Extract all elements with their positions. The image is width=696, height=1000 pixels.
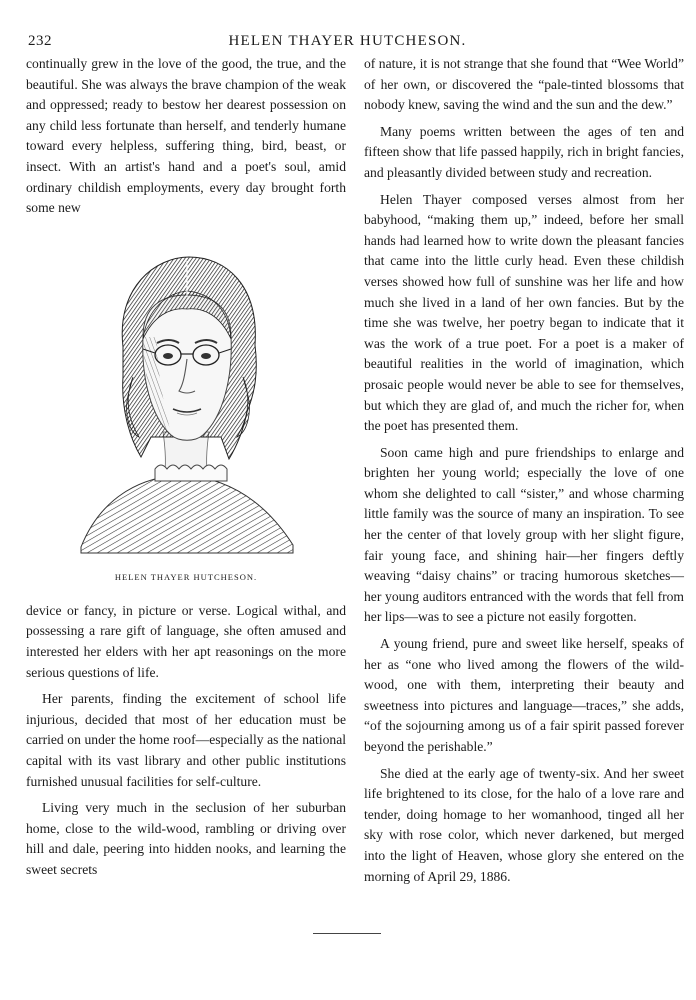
paragraph: A young friend, pure and sweet like herself, speaks of her as “one who lived among the flowers of the wild-wood, one with them, interpreting their beauty and sweetness into pictures and language—traces,” she adds, “of the sojourning among us of a fair spirit passed forever beyond the perishable.” bbox=[364, 636, 684, 754]
portrait-engraving bbox=[71, 227, 301, 565]
running-title: HELEN THAYER HUTCHESON. bbox=[228, 33, 467, 49]
paragraph: continually grew in the love of the good, the true, and the beautiful. She was always the brave champion of the weak and oppressed; ready to bestow her dearest possession on any child less fortunate than herself, and tenderly humane toward every helpless, suffering thing, bird, beast, or insect. With an artist's hand and a poet's soul, amid ordinary childish employments, every day brought forth some new bbox=[26, 56, 346, 216]
paragraph: of nature, it is not strange that she found that “Wee World” of her own, or discovered the “pale-tinted blossoms that nobody knew, saving the wind and the sun and the dew.” bbox=[364, 56, 684, 113]
paragraph: Helen Thayer composed verses almost from her babyhood, “making them up,” indeed, before her small hands had learned how to write down the pleasant fancies that came into the little curly head. Even these childish verses showed how full of sunshine was her life and how much she lived in a land of her own fancies. But by the time she was twelve, her poetry began to indicate that it was the work of a true poet. For a poet is a maker of beautiful realities in the world of imagination, which prosaic people would never be able to see for themselves, but which they are glad of, and much the richer for, when the poet has presented them. bbox=[364, 191, 684, 434]
paragraph: Living very much in the seclusion of her suburban home, close to the wild-wood, rambling or driving over hill and dale, peering into hidden nooks, and learning the sweet secrets bbox=[26, 800, 346, 877]
figure-caption: HELEN THAYER HUTCHESON. bbox=[114, 571, 258, 582]
portrait-figure bbox=[26, 227, 346, 595]
paragraph: She died at the early age of twenty-six. And her sweet life brightened to its close, for the halo of a love rare and tender, doing homage to her womanhood, tinged all her sky with rose color, which never darkened, but merged into the light of Heaven, whose glory she entered on the morning of April 29, 1886. bbox=[364, 765, 684, 884]
end-rule bbox=[313, 933, 381, 934]
left-column bbox=[26, 54, 346, 880]
page-header bbox=[27, 29, 668, 53]
paragraph: Soon came high and pure friendships to enlarge and brighten her young world; especially the love of one whom she delighted to call “sister,” and whose charming little family was the source of many an inspiration. To see her the center of that lovely group with her slight figure, fair young face, and shining hair—her fingers deftly weaving “daisy chains” or tracing humorous sketches—her young auditors entranced with the words that fell from her lips—was to see a picture not easily forgotten. bbox=[364, 444, 684, 625]
right-column bbox=[364, 54, 684, 887]
paragraph: device or fancy, in picture or verse. Logical withal, and possessing a rare gift of language, she often amused and interested her elders with her apt reasonings on the more serious questions of life. bbox=[26, 602, 346, 680]
paragraph: Many poems written between the ages of ten and fifteen show that life passed happily, rich in bright fancies, and pleasantly divided between study and recreation. bbox=[364, 123, 684, 180]
paragraph: Her parents, finding the excitement of school life injurious, decided that most of her education must be carried on under the home roof—especially as the national capital with its vast library and other public institutions furnished unusual facilities for self-culture. bbox=[26, 691, 346, 789]
page-number: 232 bbox=[28, 33, 52, 49]
